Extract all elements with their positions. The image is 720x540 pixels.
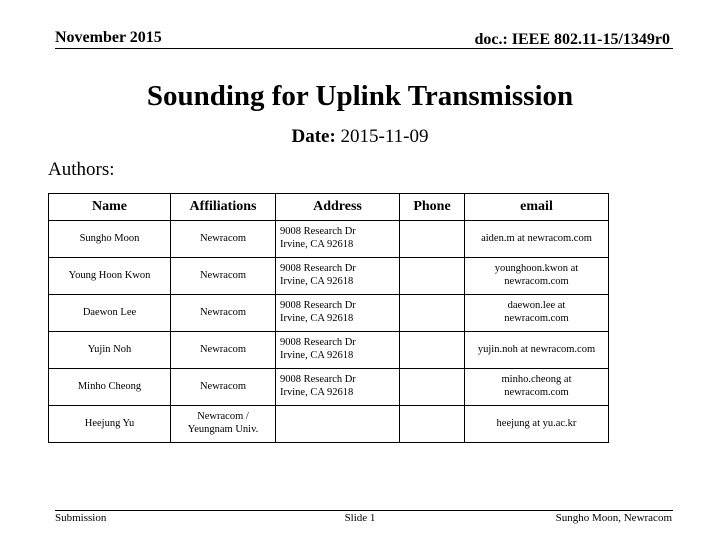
table-row [49,406,609,443]
footer-author: Sungho Moon, Newracom [555,512,672,524]
author-affiliation [171,406,276,443]
author-affiliation [171,295,276,332]
author-phone [400,332,465,369]
author-name: Sungho Moon [49,221,171,258]
slide-title: Sounding for Uplink Transmission [146,80,574,112]
header-phone: Phone [400,194,465,221]
address-line: 9008 Research Dr [280,226,356,238]
table-row [49,369,609,406]
email-line: aiden.m at newracom.com [481,232,592,244]
address-line: 9008 Research Dr [280,337,356,349]
authors-label: Authors: [48,159,115,180]
table-row [49,295,609,332]
date-value: 2015-11-09 [340,126,429,147]
date-line [0,126,720,148]
header-doc-id: doc.: IEEE 802.11-15/1349r0 [474,31,670,48]
authors-table [48,193,609,443]
footer-submission: Submission [55,512,107,524]
affiliation-line: Newracom [199,306,247,318]
author-address [276,295,400,332]
affiliation-line: Yeungnam Univ. [187,424,259,435]
address-line: 9008 Research Dr [280,300,356,312]
affiliation-line: Newracom / [197,411,249,423]
author-address [276,406,400,443]
author-name: Heejung Yu [49,406,171,443]
address-line: Irvine, CA 92618 [280,350,354,361]
author-address [276,258,400,295]
header-divider [55,48,673,49]
author-email [465,406,609,443]
affiliation-line: Newracom [199,343,247,355]
address-line: 9008 Research Dr [280,263,356,275]
author-affiliation [171,332,276,369]
author-phone [400,295,465,332]
table-header-row [49,194,609,221]
author-email [465,221,609,258]
table-row [49,258,609,295]
author-address [276,332,400,369]
email-line: newracom.com [504,313,569,324]
author-affiliation [171,221,276,258]
author-phone [400,258,465,295]
email-line: yujin.noh at newracom.com [477,343,596,355]
header-affiliations: Affiliations [171,194,276,221]
affiliation-line: Newracom [199,380,247,392]
author-email [465,295,609,332]
author-phone [400,406,465,443]
author-phone [400,221,465,258]
email-line: newracom.com [504,276,569,287]
affiliation-line: Newracom [199,232,247,244]
header-name: Name [49,194,171,221]
author-phone [400,369,465,406]
author-email [465,258,609,295]
email-line: younghoon.kwon at [494,263,579,275]
author-address [276,369,400,406]
email-line: newracom.com [504,387,569,398]
email-line: heejung at yu.ac.kr [496,417,577,429]
footer-divider [55,510,673,511]
author-name: Yujin Noh [49,332,171,369]
author-affiliation [171,369,276,406]
author-email [465,369,609,406]
table-row [49,221,609,258]
date-label: Date: [291,126,336,147]
address-line: 9008 Research Dr [280,374,356,386]
address-line: Irvine, CA 92618 [280,276,354,287]
author-email [465,332,609,369]
address-line: Irvine, CA 92618 [280,239,354,250]
affiliation-line: Newracom [199,269,247,281]
address-line: Irvine, CA 92618 [280,387,354,398]
author-name: Young Hoon Kwon [49,258,171,295]
email-line: daewon.lee at [507,300,566,312]
header-email: email [465,194,609,221]
author-name: Minho Cheong [49,369,171,406]
footer-slide-number: Slide 1 [344,512,376,524]
address-line: Irvine, CA 92618 [280,313,354,324]
author-affiliation [171,258,276,295]
author-address [276,221,400,258]
header-date: November 2015 [55,29,162,46]
table-row [49,332,609,369]
email-line: minho.cheong at [501,374,572,386]
header-address: Address [276,194,400,221]
author-name: Daewon Lee [49,295,171,332]
